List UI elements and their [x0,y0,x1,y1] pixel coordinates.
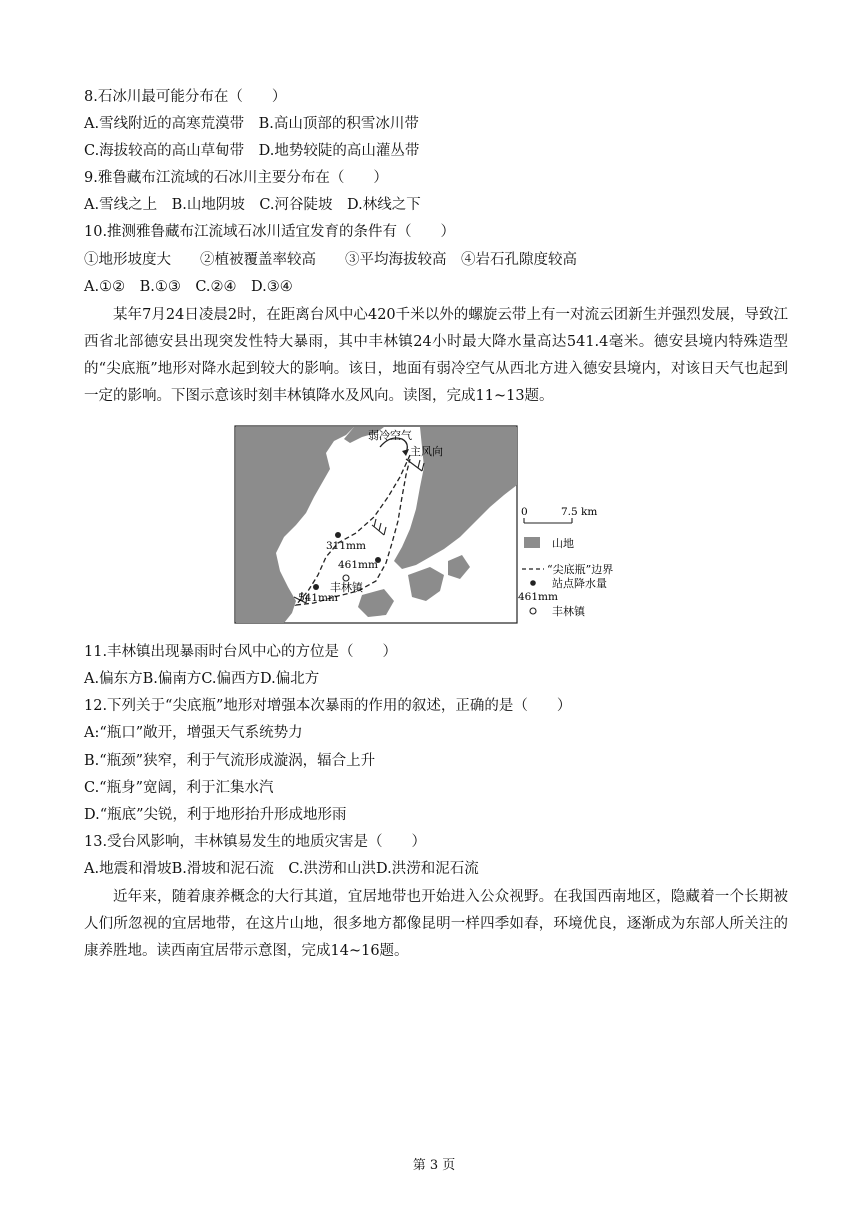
passage-typhoon: 某年7月24日凌晨2时，在距离台风中心420千米以外的螺旋云带上有一对流云团新生并强烈发展，导致江西省北部德安县出现突发性特大暴雨，其中丰林镇24小时最大降水量高达541.4毫米。德安县境内特殊造型的“尖底瓶”地形对降水起到较大的影响。该日，地面有弱冷空气从西北方进入德安县境内，对该日天气也起到一定的影响。下图示意该时刻丰林镇降水及风向。读图，完成11~13题。 [84,307,788,404]
scale-distance: 7.5 km [561,506,598,518]
station-311-dot [335,532,341,538]
legend-town-label: 丰林镇 [552,605,585,618]
q12-option-c: C.“瓶身”宽阔，利于汇集水汽 [84,780,274,796]
town-label: 丰林镇 [330,581,363,594]
legend-mountain-swatch [524,537,540,548]
q13-options: A.地震和滑坡B.滑坡和泥石流 C.洪涝和山洪D.洪涝和泥石流 [84,861,479,877]
q8-options-row2: C.海拔较高的高山草甸带 D.地势较陡的高山灌丛带 [84,143,420,159]
q12-option-b: B.“瓶颈”狭窄，利于气流形成漩涡，辐合上升 [84,753,376,769]
q11-options: A.偏东方B.偏南方C.偏西方D.偏北方 [84,671,320,687]
scale-zero: 0 [521,506,528,518]
q10-options: A.①② B.①③ C.②④ D.③④ [84,279,293,295]
q12-stem: 12.下列关于“尖底瓶”地形对增强本次暴雨的作用的叙述，正确的是（ ） [84,698,572,714]
q13-stem: 13.受台风影响，丰林镇易发生的地质灾害是（ ） [84,834,427,850]
passage-livable-zone: 近年来，随着康养概念的大行其道，宜居地带也开始进入公众视野。在我国西南地区，隐藏着一个长期被人们所忽视的宜居地带，在这片山地，很多地方都像昆明一样四季如春，环境优良，逐渐成为东部人所关注的康养胜地。读西南宜居带示意图，完成14~16题。 [84,889,788,959]
station-311-label: 311mm [326,540,366,552]
legend-station-dot [530,580,536,586]
legend-boundary-label: “尖底瓶”边界 [547,563,614,576]
rainfall-map [234,425,634,625]
q9-stem: 9.雅鲁藏布江流域的石冰川主要分布在（ ） [84,170,388,186]
q10-conditions: ①地形坡度大 ②植被覆盖率较高 ③平均海拔较高 ④岩石孔隙度较高 [84,252,577,268]
legend-mountain-label: 山地 [552,537,574,550]
legend-station-label: 站点降水量 [552,577,607,590]
label-main-wind: 主风向 [410,445,443,458]
q12-option-d: D.“瓶底”尖锐，利于地形抬升形成地形雨 [84,807,347,823]
legend-town-marker [530,608,536,614]
q12-option-a: A:“瓶口”敞开，增强天气系统势力 [84,725,303,741]
rainfall-map-figure [234,425,634,625]
page-number: 第 3 页 [412,1158,456,1173]
label-cold-air: 弱冷空气 [368,429,412,442]
legend-station-example: 461mm [518,591,558,603]
station-541-dot [313,584,319,590]
station-541-label: 541mm [298,592,338,604]
station-461-label: 461mm [338,559,378,571]
q9-options: A.雪线之上 B.山地阴坡 C.河谷陡坡 D.林线之下 [84,197,421,213]
q8-stem: 8.石冰川最可能分布在（ ） [84,89,287,105]
q8-options-row1: A.雪线附近的高寒荒漠带 B.高山顶部的积雪冰川带 [84,116,419,132]
q10-stem: 10.推测雅鲁藏布江流域石冰川适宜发育的条件有（ ） [84,224,456,240]
q11-stem: 11.丰林镇出现暴雨时台风中心的方位是（ ） [84,644,398,660]
